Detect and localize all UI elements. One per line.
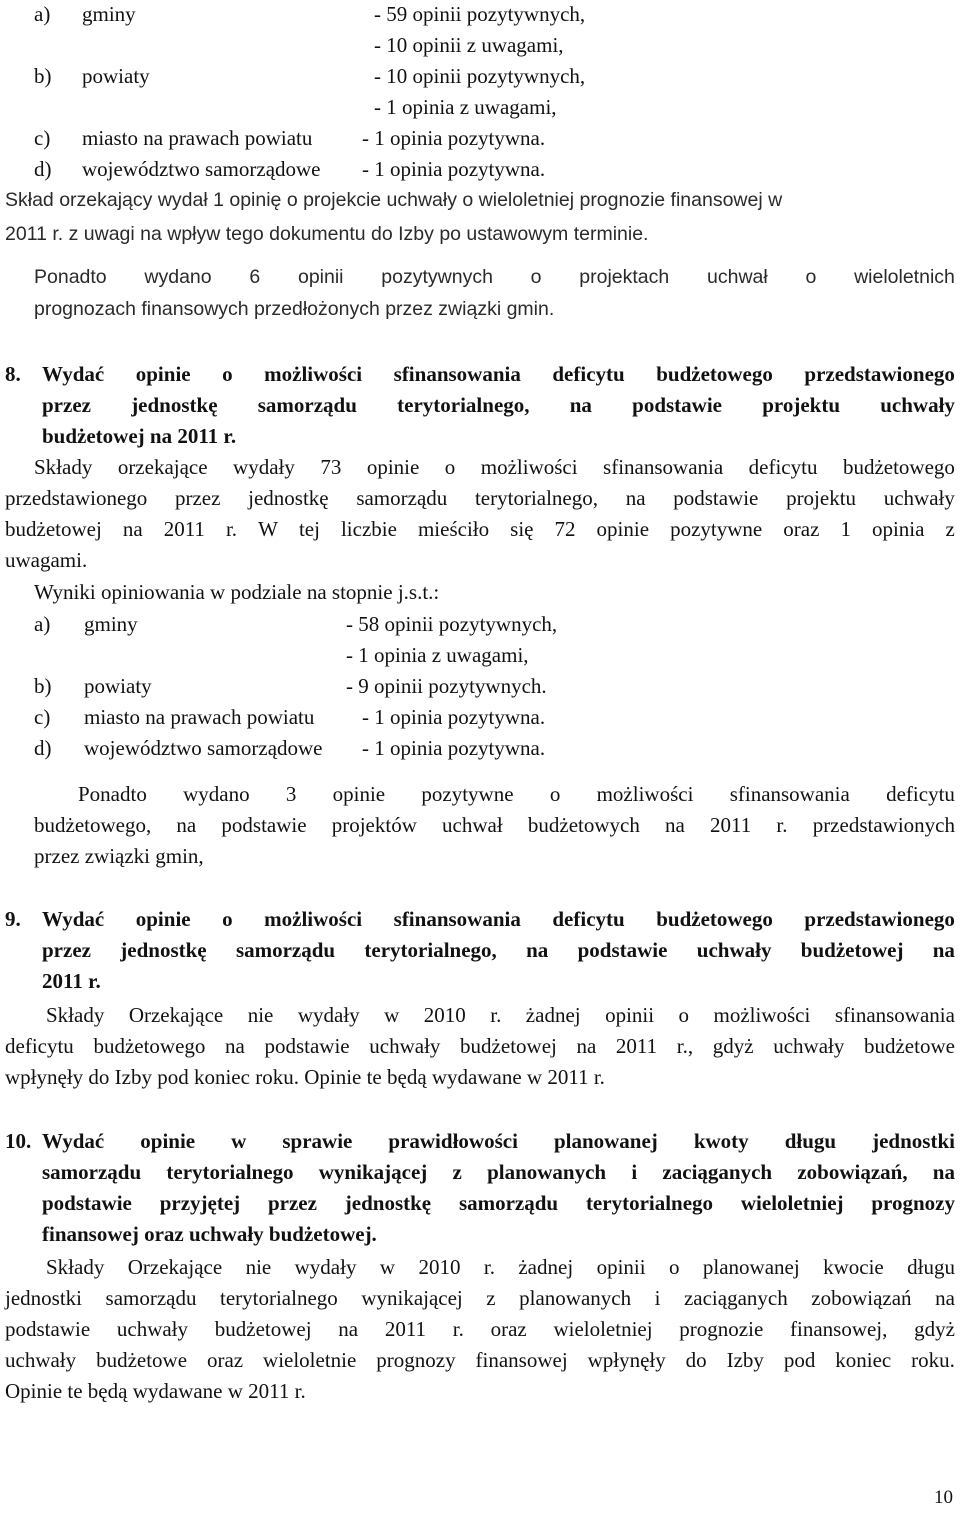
word: żadnej: [518, 1255, 574, 1279]
word: liczbie: [340, 517, 397, 541]
word: oraz: [206, 1348, 244, 1372]
list-value: - 1 opinia pozytywna.: [362, 736, 546, 760]
word: deficytu: [552, 907, 625, 931]
paragraph-line-justified: [5, 1350, 955, 1371]
word: mieściło: [417, 517, 490, 541]
word: uchwał: [442, 813, 503, 837]
word: projektu: [786, 486, 857, 510]
word: możliwości: [264, 362, 363, 386]
word: o: [530, 266, 542, 288]
word: wynikającej: [361, 1286, 463, 1310]
word: kwocie: [823, 1255, 884, 1279]
word: terytorialnego: [166, 1160, 294, 1184]
word: przez: [174, 486, 221, 510]
word: przedstawionych: [812, 813, 955, 837]
word: planowanych: [519, 1286, 632, 1310]
word: r.,: [676, 1034, 694, 1058]
word: Orzekające: [127, 1255, 223, 1279]
paragraph-line: Skład orzekający wydał 1 opinię o projekcie uchwały o wieloletniej prognozie finansowej w: [5, 189, 783, 211]
section-heading-line: [42, 1193, 955, 1214]
list-value: - 10 opinii pozytywnych,: [374, 64, 586, 88]
word: sfinansowania: [834, 1003, 955, 1027]
paragraph-line: Opinie te będą wydawane w 2011 r.: [5, 1379, 306, 1403]
word: samorządu: [42, 1160, 142, 1184]
word: r.: [452, 1317, 464, 1341]
section-number: 8.: [5, 362, 21, 386]
word: deficytu: [886, 782, 955, 806]
word: pod: [783, 1348, 816, 1372]
word: długu: [907, 1255, 955, 1279]
word: na: [665, 813, 685, 837]
word: sfinansowania: [603, 455, 724, 479]
word: budżetowe: [96, 1348, 188, 1372]
word: samorządu: [458, 1191, 559, 1215]
word: pozytywne: [670, 517, 763, 541]
word: 73: [320, 455, 342, 479]
word: opinie: [366, 455, 420, 479]
word: podstawie: [673, 486, 759, 510]
word: przedstawionego: [5, 486, 148, 510]
word: przez: [42, 938, 91, 962]
list-value: - 1 opinia pozytywna.: [362, 157, 546, 181]
word: uchwały: [5, 1348, 77, 1372]
list-letter: c): [34, 705, 51, 729]
paragraph-line-justified: [5, 488, 955, 509]
word: r.: [225, 517, 238, 541]
word: 2010: [418, 1255, 461, 1279]
word: W: [258, 517, 278, 541]
word: budżetowych: [527, 813, 640, 837]
word: gdyż: [914, 1317, 955, 1341]
word: na: [526, 938, 549, 962]
word: Składy: [46, 1003, 105, 1027]
word: wieloletniej: [553, 1317, 653, 1341]
word: terytorialnego: [585, 1191, 714, 1215]
word: gdyż: [712, 1034, 754, 1058]
word: długu: [784, 1129, 837, 1153]
word: samorządu: [257, 393, 357, 417]
word: możliwości: [596, 782, 694, 806]
word: na: [576, 1034, 597, 1058]
list-value: - 1 opinia pozytywna.: [362, 705, 546, 729]
word: na: [932, 938, 955, 962]
word: budżetowej: [5, 517, 102, 541]
word: i: [631, 1160, 638, 1184]
word: sprawie: [282, 1129, 353, 1153]
word: prognozie: [679, 1317, 764, 1341]
word: z: [945, 517, 955, 541]
word: deficytu: [552, 362, 625, 386]
paragraph-line: uwagami.: [5, 548, 88, 572]
word: budżetowego: [93, 1034, 206, 1058]
word: z: [486, 1286, 496, 1310]
paragraph-line-justified: [5, 1288, 955, 1309]
word: o: [222, 362, 233, 386]
word: wydano: [183, 782, 250, 806]
word: o: [549, 782, 561, 806]
list-value: - 10 opinii z uwagami,: [374, 33, 564, 57]
paragraph-line-justified: [5, 1036, 955, 1057]
word: z: [452, 1160, 462, 1184]
word: się: [510, 517, 534, 541]
paragraph-line-justified: [5, 519, 955, 540]
paragraph-line: wpłynęły do Izby pod koniec roku. Opinie te będą wydawane w 2011 r.: [5, 1065, 605, 1089]
word: budżetowego: [842, 455, 955, 479]
word: nie: [245, 1255, 272, 1279]
word: podstawie: [221, 813, 307, 837]
word: samorządu: [356, 486, 448, 510]
list-value: - 9 opinii pozytywnych.: [346, 674, 547, 698]
word: oraz: [490, 1317, 527, 1341]
word: przedstawionego: [804, 362, 955, 386]
word: opinie: [135, 362, 191, 386]
word: Składy: [46, 1255, 105, 1279]
word: deficytu: [5, 1034, 74, 1058]
word: możliwości: [713, 1003, 811, 1027]
section-heading-line: [42, 364, 955, 385]
word: o: [805, 266, 817, 288]
word: opinii: [297, 266, 344, 288]
word: o: [444, 455, 456, 479]
word: Składy: [34, 455, 93, 479]
word: planowanej: [553, 1129, 658, 1153]
word: deficytu: [748, 455, 818, 479]
word: uchwały: [696, 938, 772, 962]
paragraph-line: 2011 r. z uwagi na wpływ tego dokumentu do Izby po ustawowym terminie.: [5, 223, 649, 245]
word: na: [225, 1034, 245, 1058]
word: pozytywnych: [381, 266, 493, 288]
word: terytorialnego,: [474, 486, 599, 510]
list-letter: d): [34, 157, 52, 181]
word: zobowiązań: [811, 1286, 912, 1310]
word: Ponadto: [34, 266, 107, 288]
word: możliwości: [264, 907, 363, 931]
word: orzekające: [117, 455, 208, 479]
list-value: - 59 opinii pozytywnych,: [374, 2, 586, 26]
word: tej: [298, 517, 320, 541]
word: 1: [840, 517, 851, 541]
section-heading-line: [42, 1131, 955, 1152]
paragraph-line: przez związki gmin,: [34, 844, 204, 868]
section-heading-line: [42, 1162, 955, 1183]
word: przyjętej: [159, 1191, 241, 1215]
section-heading-line: 2011 r.: [42, 969, 101, 993]
word: jednostkę: [120, 938, 207, 962]
word: planowanych: [487, 1160, 607, 1184]
word: Wydać: [42, 362, 105, 386]
word: i: [654, 1286, 661, 1310]
word: na: [569, 393, 592, 417]
paragraph-line-justified: [34, 457, 955, 478]
word: jednostkę: [344, 1191, 432, 1215]
word: o: [668, 1255, 680, 1279]
word: projektach: [579, 266, 670, 288]
word: podstawie: [42, 1191, 132, 1215]
page-number: 10: [934, 1487, 953, 1508]
word: zaciąganych: [662, 1160, 773, 1184]
word: wynikającej: [318, 1160, 428, 1184]
word: projektu: [762, 393, 841, 417]
word: uchwały: [880, 393, 955, 417]
list-value: - 1 opinia z uwagami,: [346, 643, 529, 667]
word: terytorialnego: [220, 1286, 338, 1310]
paragraph-line-justified: [5, 1319, 955, 1340]
word: 2011: [163, 517, 205, 541]
word: 6: [249, 266, 261, 288]
list-letter: b): [34, 674, 52, 698]
word: na: [176, 813, 197, 837]
word: podstawie: [5, 1317, 91, 1341]
list-value: - 1 opinia z uwagami,: [374, 95, 557, 119]
list-name: powiaty: [84, 674, 152, 698]
list-name: powiaty: [82, 64, 150, 88]
word: 3: [285, 782, 297, 806]
word: Orzekające: [128, 1003, 224, 1027]
word: w: [384, 1003, 400, 1027]
word: nie: [247, 1003, 274, 1027]
word: jednostki: [5, 1286, 82, 1310]
list-name: województwo samorządowe: [82, 157, 321, 181]
word: opinie: [332, 782, 386, 806]
word: możliwości: [480, 455, 578, 479]
word: prognozy: [376, 1348, 456, 1372]
list-value: - 58 opinii pozytywnych,: [346, 612, 558, 636]
word: sfinansowania: [729, 782, 850, 806]
word: samorządu: [105, 1286, 197, 1310]
word: budżetowej: [460, 1034, 557, 1058]
word: na: [932, 1160, 955, 1184]
word: roku.: [911, 1348, 955, 1372]
word: budżetowego: [656, 907, 773, 931]
word: zobowiązań,: [797, 1160, 908, 1184]
list-name: województwo samorządowe: [84, 736, 323, 760]
word: 2011: [710, 813, 752, 837]
word: Wydać: [42, 907, 105, 931]
word: do: [685, 1348, 707, 1372]
word: opinii: [596, 1255, 646, 1279]
word: opinii: [605, 1003, 655, 1027]
word: finansowej,: [790, 1317, 888, 1341]
word: r.: [776, 813, 788, 837]
word: jednostkę: [131, 393, 218, 417]
word: wydały: [294, 1255, 357, 1279]
word: opinie: [135, 907, 191, 931]
word: Wydać: [42, 1129, 105, 1153]
list-letter: a): [34, 612, 51, 636]
word: 2010: [423, 1003, 466, 1027]
word: r.: [483, 1255, 495, 1279]
word: podstawie: [632, 393, 722, 417]
word: Izby: [726, 1348, 764, 1372]
word: o: [222, 907, 233, 931]
word: r.: [490, 1003, 502, 1027]
word: wieloletnie: [263, 1348, 357, 1372]
word: planowanej: [702, 1255, 800, 1279]
list-name: gminy: [84, 612, 138, 636]
paragraph-line-justified: [34, 268, 955, 288]
word: 2011: [384, 1317, 427, 1341]
word: opinia: [871, 517, 925, 541]
word: żadnej: [525, 1003, 581, 1027]
word: samorządu: [235, 938, 336, 962]
word: w: [379, 1255, 396, 1279]
word: przez: [42, 393, 91, 417]
word: oraz: [783, 517, 820, 541]
word: jednostki: [872, 1129, 955, 1153]
word: o: [678, 1003, 690, 1027]
word: finansowej: [475, 1348, 568, 1372]
paragraph-line: prognozach finansowych przedłożonych przez związki gmin.: [34, 298, 555, 320]
word: wieloletnich: [854, 266, 955, 288]
word: uchwały: [883, 486, 955, 510]
word: przedstawionego: [804, 907, 955, 931]
word: na: [338, 1317, 359, 1341]
word: kwoty: [693, 1129, 749, 1153]
section-heading-line: [42, 940, 955, 961]
list-name: miasto na prawach powiatu: [84, 705, 315, 729]
word: Ponadto: [78, 782, 147, 806]
paragraph-line-justified: [78, 784, 955, 805]
section-number: 10.: [5, 1129, 32, 1153]
section-heading-line: [42, 909, 955, 930]
word: projektów: [331, 813, 417, 837]
word: wydały: [233, 455, 295, 479]
word: opinie: [140, 1129, 196, 1153]
word: sfinansowania: [393, 907, 521, 931]
word: pozytywne: [421, 782, 514, 806]
word: sfinansowania: [393, 362, 521, 386]
word: uchwały: [116, 1317, 189, 1341]
word: wydały: [297, 1003, 360, 1027]
word: uchwały: [369, 1034, 441, 1058]
list-letter: c): [34, 126, 51, 150]
word: podstawie: [577, 938, 668, 962]
paragraph-line-justified: [34, 815, 955, 836]
word: podstawie: [264, 1034, 350, 1058]
word: wydano: [144, 266, 212, 288]
word: terytorialnego,: [397, 393, 530, 417]
section-number: 9.: [5, 907, 21, 931]
word: na: [935, 1286, 955, 1310]
list-letter: a): [34, 2, 51, 26]
word: wieloletniej: [740, 1191, 844, 1215]
word: budżetowego: [656, 362, 773, 386]
word: uchwały: [773, 1034, 845, 1058]
list-name: gminy: [82, 2, 136, 26]
word: 2011: [615, 1034, 658, 1058]
section-heading-line: [42, 395, 955, 416]
word: koniec: [835, 1348, 892, 1372]
list-letter: d): [34, 736, 52, 760]
word: opinie: [596, 517, 650, 541]
list-letter: b): [34, 64, 52, 88]
paragraph-line-justified: [46, 1257, 955, 1278]
word: terytorialnego,: [364, 938, 497, 962]
section-heading-line: budżetowej na 2011 r.: [42, 424, 237, 448]
word: przez: [267, 1191, 317, 1215]
word: budżetowej: [214, 1317, 312, 1341]
word: uchwał: [707, 266, 768, 288]
word: na: [122, 517, 143, 541]
word: budżetowej: [800, 938, 904, 962]
paragraph-line-justified: [46, 1005, 955, 1026]
word: na: [625, 486, 646, 510]
section-heading-line: finansowej oraz uchwały budżetowej.: [42, 1222, 377, 1246]
word: prognozy: [871, 1191, 955, 1215]
word: zaciąganych: [683, 1286, 788, 1310]
word: jednostkę: [248, 486, 329, 510]
results-label: Wyniki opiniowania w podziale na stopnie j.s.t.:: [34, 580, 440, 604]
word: prawidłowości: [388, 1129, 518, 1153]
word: budżetowego,: [34, 813, 152, 837]
word: wpłynęły: [587, 1348, 666, 1372]
list-value: - 1 opinia pozytywna.: [362, 126, 546, 150]
list-name: miasto na prawach powiatu: [82, 126, 313, 150]
word: w: [231, 1129, 247, 1153]
word: budżetowe: [863, 1034, 955, 1058]
word: 72: [554, 517, 576, 541]
